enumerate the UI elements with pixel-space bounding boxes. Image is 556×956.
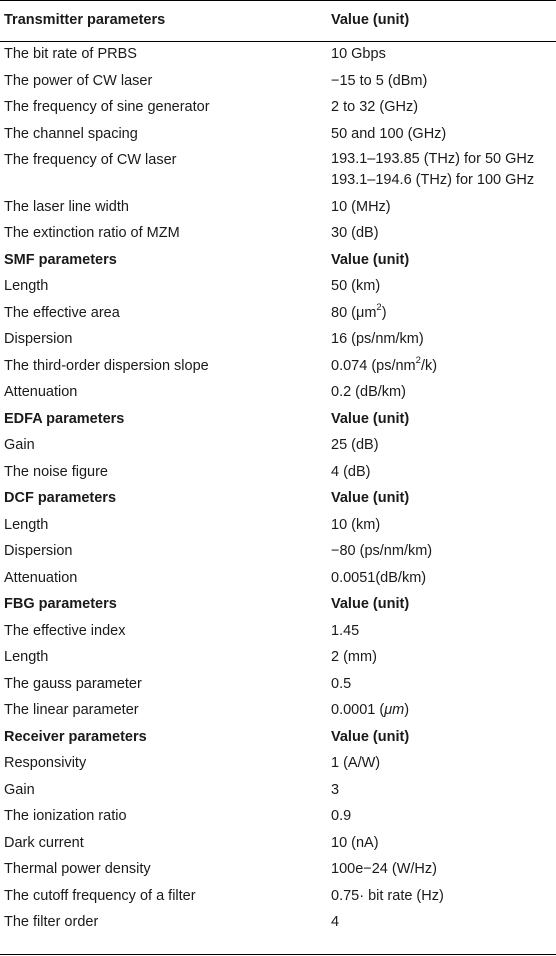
section-value-label: Value (unit): [331, 490, 410, 506]
section-title: EDFA parameters: [4, 410, 125, 427]
table-row: [0, 565, 556, 592]
param-value: −80 (ps/nm/km): [331, 543, 433, 559]
table-row: [0, 618, 556, 645]
table-row: [0, 68, 556, 95]
param-name: Attenuation: [4, 384, 78, 400]
param-name: Dispersion: [4, 331, 73, 347]
table-row: [0, 538, 556, 565]
param-name: Thermal power density: [4, 861, 151, 877]
param-value: 0.5: [331, 675, 352, 692]
section-title: DCF parameters: [4, 490, 117, 506]
param-name: The cutoff frequency of a filter: [4, 887, 196, 904]
value-line-2: 193.1–194.6 (THz) for 100 GHz: [331, 172, 535, 188]
param-value: 0.9: [331, 808, 352, 824]
param-name: Length: [4, 516, 49, 533]
value-text-suffix: /k): [420, 357, 438, 374]
table-row: [0, 94, 556, 121]
param-value: 25 (dB): [331, 437, 379, 453]
param-value: [331, 149, 534, 191]
param-value: 3: [331, 781, 340, 798]
table-row: [0, 697, 556, 724]
table-row: [0, 883, 556, 910]
section-title: SMF parameters: [4, 251, 117, 268]
table-row: [0, 273, 556, 300]
param-name: Gain: [4, 781, 35, 798]
param-value: 4: [331, 914, 340, 930]
param-name: The extinction ratio of MZM: [4, 225, 180, 241]
param-value: 10 (nA): [331, 834, 379, 851]
section-header-row: [0, 247, 556, 274]
param-name: The effective area: [4, 304, 120, 321]
table-row: [0, 121, 556, 148]
value-text-suffix: ): [381, 304, 387, 321]
param-name: The ionization ratio: [4, 808, 127, 824]
table-row: [0, 300, 556, 327]
param-value: 100e−24 (W/Hz): [331, 861, 437, 877]
param-value: 10 Gbps: [331, 46, 386, 62]
value-text-suffix: ): [404, 702, 410, 718]
table-row: [0, 671, 556, 698]
param-value: 10 (km): [331, 516, 381, 533]
param-name: The frequency of sine generator: [4, 99, 210, 115]
table-row: [0, 353, 556, 380]
param-name: Responsivity: [4, 755, 87, 771]
table-header-row: [0, 7, 556, 34]
section-header-row: [0, 485, 556, 512]
param-name: The bit rate of PRBS: [4, 46, 137, 62]
section-value-label: Value (unit): [331, 251, 410, 268]
table-row: [0, 432, 556, 459]
table-row: [0, 830, 556, 857]
param-name: The laser line width: [4, 198, 129, 215]
param-value: −15 to 5 (dBm): [331, 72, 428, 89]
table-row: [0, 803, 556, 830]
param-name: Dispersion: [4, 543, 73, 559]
table-row: [0, 220, 556, 247]
param-name: Gain: [4, 437, 35, 453]
param-value: 1 (A/W): [331, 755, 381, 771]
table-row: [0, 194, 556, 221]
param-name: The noise figure: [4, 463, 108, 480]
param-value: 2 to 32 (GHz): [331, 99, 419, 115]
value-superscript: 2: [415, 354, 421, 366]
value-text: 0.0001 (: [331, 702, 385, 718]
section-title: FBG parameters: [4, 596, 117, 612]
param-name: The power of CW laser: [4, 72, 153, 89]
param-value: [331, 697, 409, 724]
table-bottom-rule: [0, 954, 556, 955]
table-row: [0, 644, 556, 671]
param-value: 0.2 (dB/km): [331, 384, 406, 400]
table-row: [0, 326, 556, 353]
section-header-row: [0, 724, 556, 751]
param-name: The linear parameter: [4, 702, 139, 718]
section-value-label: Value (unit): [331, 410, 410, 427]
table-row: [0, 777, 556, 804]
table-row: [0, 909, 556, 936]
param-name: Attenuation: [4, 569, 78, 586]
param-name: The filter order: [4, 914, 99, 930]
value-line-1: 193.1–193.85 (THz) for 50 GHz: [331, 151, 535, 167]
param-name: The effective index: [4, 622, 126, 639]
param-value: 4 (dB): [331, 463, 371, 480]
table-row: [0, 379, 556, 406]
table-row: [0, 512, 556, 539]
table-row: [0, 750, 556, 777]
table-top-rule: [0, 0, 556, 1]
header-param-label: Transmitter parameters: [4, 12, 166, 28]
param-name: Dark current: [4, 834, 84, 851]
value-italic-unit: μm: [384, 702, 405, 718]
table-row: [0, 856, 556, 883]
section-header-row: [0, 591, 556, 618]
param-value: [331, 300, 387, 327]
section-title: Receiver parameters: [4, 728, 147, 745]
value-superscript: 2: [376, 301, 382, 313]
section-value-label: Value (unit): [331, 728, 410, 745]
param-value: 10 (MHz): [331, 198, 391, 215]
param-value: [331, 353, 437, 380]
value-text: 80 (μm: [331, 304, 377, 321]
section-header-row: [0, 406, 556, 433]
param-name: The gauss parameter: [4, 675, 142, 692]
section-value-label: Value (unit): [331, 596, 410, 612]
value-text: 0.074 (ps/nm: [331, 357, 416, 374]
param-value: 2 (mm): [331, 649, 377, 665]
param-value: 0.0051(dB/km): [331, 569, 427, 586]
table-row: [0, 147, 556, 188]
param-value: 16 (ps/nm/km): [331, 331, 424, 347]
param-name: The channel spacing: [4, 125, 138, 142]
param-name: Length: [4, 649, 49, 665]
param-name: The frequency of CW laser: [4, 152, 177, 168]
param-value: 30 (dB): [331, 225, 379, 241]
header-value-label: Value (unit): [331, 12, 410, 28]
param-value: 1.45: [331, 622, 360, 639]
table-row: [0, 41, 556, 68]
table-row: [0, 459, 556, 486]
param-name: The third-order dispersion slope: [4, 357, 209, 374]
param-value: 50 (km): [331, 278, 381, 294]
param-name: Length: [4, 278, 49, 294]
param-value: 0.75· bit rate (Hz): [331, 887, 444, 904]
param-value: 50 and 100 (GHz): [331, 125, 447, 142]
